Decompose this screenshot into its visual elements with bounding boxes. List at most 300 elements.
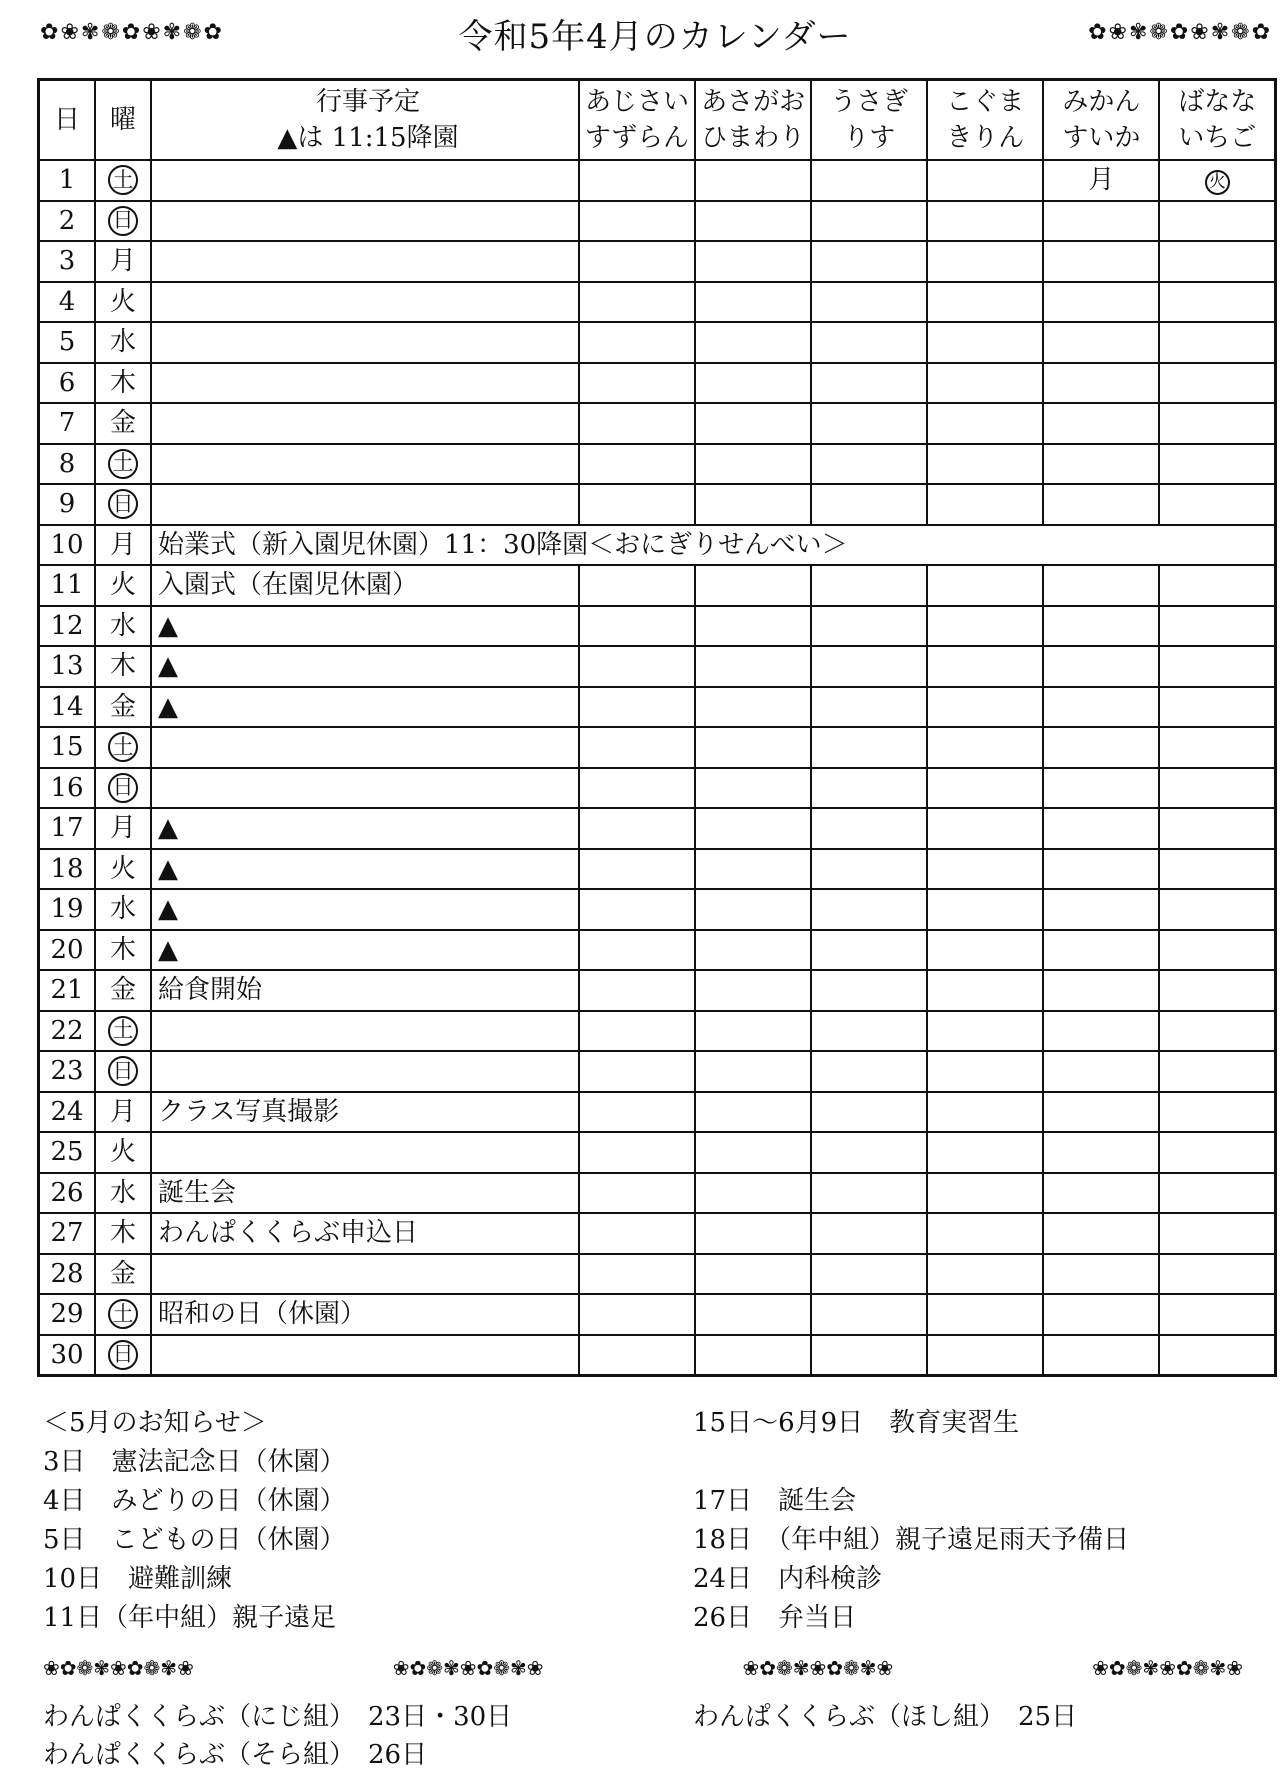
table-row	[39, 363, 1276, 404]
day-number: 5	[39, 322, 96, 363]
weekday-circled: 日	[108, 1340, 138, 1370]
class-cell	[1159, 565, 1275, 606]
class-cell	[811, 768, 927, 809]
flower-border-segment: ❀✿❁✾❀✿❁✾❀	[43, 1656, 194, 1680]
flower-icon: ✾	[1128, 20, 1148, 45]
flower-icon: ✿	[1088, 20, 1107, 45]
flower-icon: ✾	[1210, 20, 1230, 45]
class-cell	[927, 768, 1043, 809]
class-cell	[811, 241, 927, 282]
class-cell	[579, 849, 695, 890]
class-cell	[811, 1051, 927, 1092]
weekday	[95, 646, 151, 687]
class-cell	[695, 930, 811, 971]
weekday-label: 木	[109, 367, 136, 398]
day-number: 3	[39, 241, 96, 282]
header-events	[151, 80, 579, 161]
notice-item: 17日 誕生会	[693, 1486, 857, 1516]
table-row	[39, 606, 1276, 647]
notice-spacer	[693, 1443, 1273, 1482]
day-number: 2	[39, 201, 96, 242]
flower-icon: ✾	[80, 20, 100, 45]
event-cell	[151, 201, 579, 242]
weekday	[95, 160, 151, 201]
class-cell	[579, 363, 695, 404]
header-events-line1: 行事予定	[315, 86, 420, 117]
class-cell	[927, 363, 1043, 404]
table-row	[39, 646, 1276, 687]
day-number: 29	[39, 1294, 96, 1335]
weekday-label: 火	[109, 853, 136, 884]
day-number: 12	[39, 606, 96, 647]
class-cell	[1043, 1092, 1159, 1133]
page-title: 令和5年4月のカレンダー	[458, 16, 852, 57]
header-class-1: あじさい すずらん	[579, 80, 695, 161]
table-row	[39, 444, 1276, 485]
class-cell	[695, 1254, 811, 1295]
class-cell	[695, 363, 811, 404]
notices-left-column	[43, 1404, 683, 1638]
weekday-label: 金	[109, 408, 136, 439]
event-cell: 給食開始	[151, 970, 579, 1011]
class-cell	[1159, 160, 1275, 201]
class-cell	[1159, 1011, 1275, 1052]
class-cell	[579, 1213, 695, 1254]
class-cell	[811, 444, 927, 485]
weekday-label: 火	[109, 1137, 136, 1168]
event-cell	[151, 160, 579, 201]
notice-item: 10日 避難訓練	[43, 1564, 233, 1594]
class-cell	[579, 403, 695, 444]
class-cell	[927, 444, 1043, 485]
class-cell	[811, 1213, 927, 1254]
weekday	[95, 322, 151, 363]
table-row	[39, 1335, 1276, 1376]
weekday	[95, 241, 151, 282]
notice-item: 5日 こどもの日（休園）	[43, 1525, 346, 1555]
table-row	[39, 322, 1276, 363]
class-cell	[579, 322, 695, 363]
weekday	[95, 1213, 151, 1254]
table-row	[39, 1132, 1276, 1173]
class-cell	[695, 282, 811, 323]
table-row	[39, 687, 1276, 728]
day-number: 6	[39, 363, 96, 404]
class-cell	[1043, 1051, 1159, 1092]
class-cell	[695, 1213, 811, 1254]
weekday	[95, 930, 151, 971]
class-cell	[579, 282, 695, 323]
class-cell	[1043, 1213, 1159, 1254]
day-number: 28	[39, 1254, 96, 1295]
class-cell	[811, 201, 927, 242]
club-niji: わんぱくくらぶ（にじ組） 23日・30日	[43, 1702, 513, 1732]
club-hoshi: わんぱくくらぶ（ほし組） 25日	[693, 1702, 1078, 1732]
class-cell	[1159, 282, 1275, 323]
class-note: 火	[1205, 170, 1230, 195]
weekday-label: 火	[109, 570, 136, 601]
class-cell	[1159, 1213, 1275, 1254]
table-row	[39, 970, 1276, 1011]
class-cell	[1159, 1051, 1275, 1092]
class-cell	[927, 930, 1043, 971]
class-cell	[695, 444, 811, 485]
weekday-label: 木	[109, 651, 136, 682]
flower-icon: ❀	[60, 20, 79, 45]
class-cell	[1043, 282, 1159, 323]
class-cell	[1159, 1254, 1275, 1295]
event-cell: 入園式（在園児休園）	[151, 565, 579, 606]
class-cell	[1043, 768, 1159, 809]
notice-item: 3日 憲法記念日（休園）	[43, 1447, 346, 1477]
weekday	[95, 525, 151, 566]
title-bar	[40, 8, 1270, 58]
class-cell	[1043, 1335, 1159, 1376]
table-row	[39, 808, 1276, 849]
notice-item: 26日 弁当日	[693, 1603, 857, 1633]
class-cell	[927, 484, 1043, 525]
notices-right-column	[693, 1404, 1273, 1638]
class-cell	[811, 646, 927, 687]
weekday	[95, 687, 151, 728]
class-cell	[1159, 687, 1275, 728]
weekday	[95, 201, 151, 242]
class-cell	[695, 1092, 811, 1133]
class-cell	[1159, 1294, 1275, 1335]
class-cell	[927, 1213, 1043, 1254]
weekday	[95, 1132, 151, 1173]
class-cell	[927, 1011, 1043, 1052]
class-cell	[1159, 930, 1275, 971]
class-cell	[579, 1294, 695, 1335]
class-cell	[811, 1011, 927, 1052]
class-cell	[927, 606, 1043, 647]
weekday	[95, 1335, 151, 1376]
weekday	[95, 565, 151, 606]
weekday-circled: 日	[108, 773, 138, 803]
class-cell	[1043, 1254, 1159, 1295]
class-cell	[1159, 970, 1275, 1011]
class-cell	[579, 1335, 695, 1376]
flower-icon: ✿	[1169, 20, 1189, 45]
class-cell	[1043, 930, 1159, 971]
class-cell	[1159, 889, 1275, 930]
class-cell	[579, 1092, 695, 1133]
flower-icon: ✿	[40, 20, 59, 45]
class-cell	[1043, 1132, 1159, 1173]
class-cell	[927, 687, 1043, 728]
event-cell: 始業式（新入園児休園）11：30降園＜おにぎりせんべい＞	[151, 525, 1276, 566]
event-cell	[151, 363, 579, 404]
header-events-line2: ▲は 11:15降園	[277, 123, 459, 153]
right-flower-border	[1088, 22, 1270, 44]
day-number: 21	[39, 970, 96, 1011]
class-cell	[579, 1254, 695, 1295]
notices-heading: ＜5月のお知らせ＞	[43, 1408, 267, 1438]
class-cell	[927, 1051, 1043, 1092]
event-cell: ▲	[151, 606, 579, 647]
class-cell	[1159, 849, 1275, 890]
weekday-label: 金	[109, 1258, 136, 1289]
table-row	[39, 1011, 1276, 1052]
class-cell	[695, 403, 811, 444]
flower-icon: ❁	[1231, 20, 1250, 45]
class-cell	[927, 1092, 1043, 1133]
day-number: 22	[39, 1011, 96, 1052]
event-cell	[151, 282, 579, 323]
table-row	[39, 768, 1276, 809]
class-cell	[811, 282, 927, 323]
class-cell	[1043, 606, 1159, 647]
weekday	[95, 1011, 151, 1052]
class-cell	[811, 727, 927, 768]
flower-icon: ❁	[101, 20, 120, 45]
class-cell	[579, 606, 695, 647]
event-cell	[151, 768, 579, 809]
event-cell	[151, 1011, 579, 1052]
day-number: 7	[39, 403, 96, 444]
class-cell	[1159, 727, 1275, 768]
event-cell: ▲	[151, 646, 579, 687]
weekday	[95, 889, 151, 930]
event-cell: クラス写真撮影	[151, 1092, 579, 1133]
class-cell	[1159, 241, 1275, 282]
class-cell	[1043, 808, 1159, 849]
header-class-3: うさぎ りす	[811, 80, 927, 161]
flower-icon: ❀	[142, 20, 161, 45]
event-cell: ▲	[151, 930, 579, 971]
weekday	[95, 970, 151, 1011]
weekday-circled: 日	[108, 489, 138, 519]
flower-icon: ✾	[162, 20, 182, 45]
class-cell	[1043, 160, 1159, 201]
class-cell	[695, 687, 811, 728]
day-number: 8	[39, 444, 96, 485]
class-cell	[579, 970, 695, 1011]
flower-border-segment: ❀✿❁✾❀✿❁✾❀	[742, 1656, 894, 1680]
class-cell	[695, 606, 811, 647]
weekday	[95, 444, 151, 485]
event-cell	[151, 444, 579, 485]
class-cell	[579, 768, 695, 809]
day-number: 11	[39, 565, 96, 606]
weekday-label: 水	[109, 327, 136, 358]
event-cell	[151, 1335, 579, 1376]
club-schedule	[43, 1698, 1273, 1774]
weekday-label: 月	[109, 529, 136, 560]
table-row	[39, 282, 1276, 323]
header-class-4: こぐま きりん	[927, 80, 1043, 161]
event-cell	[151, 322, 579, 363]
class-cell	[927, 241, 1043, 282]
class-cell	[927, 403, 1043, 444]
class-cell	[927, 1132, 1043, 1173]
class-cell	[1159, 484, 1275, 525]
class-cell	[927, 565, 1043, 606]
day-number: 30	[39, 1335, 96, 1376]
table-row	[39, 849, 1276, 890]
class-cell	[927, 727, 1043, 768]
class-cell	[1159, 403, 1275, 444]
event-cell	[151, 403, 579, 444]
class-cell	[811, 403, 927, 444]
class-cell	[579, 241, 695, 282]
day-number: 25	[39, 1132, 96, 1173]
weekday	[95, 403, 151, 444]
class-cell	[1159, 646, 1275, 687]
weekday-circled: 日	[108, 206, 138, 236]
event-cell	[151, 484, 579, 525]
class-cell	[1159, 322, 1275, 363]
day-number: 9	[39, 484, 96, 525]
weekday	[95, 727, 151, 768]
class-cell	[1159, 1335, 1275, 1376]
class-cell	[811, 565, 927, 606]
class-cell	[811, 1173, 927, 1214]
class-note: 月	[1088, 165, 1115, 196]
day-number: 24	[39, 1092, 96, 1133]
class-cell	[695, 1051, 811, 1092]
event-cell	[151, 1254, 579, 1295]
header-class-5: みかん すいか	[1043, 80, 1159, 161]
weekday-label: 月	[109, 246, 136, 277]
weekday-circled: 土	[108, 1016, 138, 1046]
class-cell	[811, 1092, 927, 1133]
notice-item: 11日（年中組）親子遠足	[43, 1603, 337, 1633]
day-number: 20	[39, 930, 96, 971]
class-cell	[811, 1294, 927, 1335]
class-cell	[811, 930, 927, 971]
table-row	[39, 1051, 1276, 1092]
class-cell	[1043, 1011, 1159, 1052]
day-number: 17	[39, 808, 96, 849]
day-number: 10	[39, 525, 96, 566]
table-row	[39, 727, 1276, 768]
table-row	[39, 201, 1276, 242]
class-cell	[579, 565, 695, 606]
notice-item: 18日 （年中組）親子遠足雨天予備日	[693, 1525, 1130, 1555]
event-cell	[151, 241, 579, 282]
may-notices	[43, 1404, 1273, 1634]
class-cell	[1159, 606, 1275, 647]
class-cell	[1043, 201, 1159, 242]
event-cell	[151, 1132, 579, 1173]
left-flower-border	[40, 22, 222, 44]
class-cell	[927, 201, 1043, 242]
class-cell	[1043, 1173, 1159, 1214]
weekday-circled: 土	[108, 1299, 138, 1329]
class-cell	[695, 1132, 811, 1173]
table-row	[39, 1173, 1276, 1214]
day-number: 16	[39, 768, 96, 809]
event-cell: ▲	[151, 808, 579, 849]
class-cell	[695, 1173, 811, 1214]
class-cell	[927, 1335, 1043, 1376]
class-cell	[1043, 484, 1159, 525]
class-cell	[579, 687, 695, 728]
event-cell	[151, 727, 579, 768]
weekday-circled: 土	[108, 732, 138, 762]
weekday	[95, 808, 151, 849]
weekday-label: 月	[109, 813, 136, 844]
class-cell	[579, 930, 695, 971]
weekday-circled: 日	[108, 1056, 138, 1086]
class-cell	[811, 363, 927, 404]
class-cell	[1043, 646, 1159, 687]
day-number: 23	[39, 1051, 96, 1092]
class-cell	[927, 282, 1043, 323]
table-row	[39, 1254, 1276, 1295]
class-cell	[695, 201, 811, 242]
class-cell	[579, 808, 695, 849]
flower-icon: ❀	[1108, 20, 1127, 45]
table-row	[39, 930, 1276, 971]
flower-border-segment: ❀✿❁✾❀✿❁✾❀	[392, 1656, 544, 1680]
header-dow: 曜	[95, 80, 151, 161]
class-cell	[1043, 727, 1159, 768]
table-row	[39, 525, 1276, 566]
weekday	[95, 1173, 151, 1214]
weekday	[95, 484, 151, 525]
event-cell: 昭和の日（休園）	[151, 1294, 579, 1335]
class-cell	[695, 889, 811, 930]
class-cell	[811, 808, 927, 849]
calendar-table	[37, 78, 1277, 1377]
flower-icon: ✿	[1251, 20, 1270, 45]
class-cell	[811, 1132, 927, 1173]
table-row	[39, 160, 1276, 201]
weekday-circled: 土	[108, 449, 138, 479]
weekday	[95, 282, 151, 323]
class-cell	[1159, 444, 1275, 485]
header-row	[39, 80, 1276, 161]
class-cell	[695, 1294, 811, 1335]
class-cell	[695, 484, 811, 525]
flower-icon: ❀	[1190, 20, 1209, 45]
event-cell: ▲	[151, 687, 579, 728]
day-number: 27	[39, 1213, 96, 1254]
class-cell	[1159, 1132, 1275, 1173]
class-cell	[1043, 565, 1159, 606]
table-row	[39, 1092, 1276, 1133]
day-number: 1	[39, 160, 96, 201]
class-cell	[1159, 1173, 1275, 1214]
class-cell	[811, 606, 927, 647]
table-row	[39, 889, 1276, 930]
table-row	[39, 1294, 1276, 1335]
flower-border-segment: ❀✿❁✾❀✿❁✾❀	[1092, 1656, 1243, 1680]
class-cell	[695, 970, 811, 1011]
class-cell	[695, 768, 811, 809]
weekday	[95, 768, 151, 809]
class-cell	[811, 1335, 927, 1376]
day-number: 26	[39, 1173, 96, 1214]
class-cell	[695, 241, 811, 282]
event-cell: ▲	[151, 889, 579, 930]
weekday-label: 火	[109, 286, 136, 317]
class-cell	[811, 160, 927, 201]
class-cell	[811, 1254, 927, 1295]
class-cell	[579, 201, 695, 242]
class-cell	[695, 1335, 811, 1376]
header-day: 日	[39, 80, 96, 161]
class-cell	[1043, 322, 1159, 363]
event-cell: 誕生会	[151, 1173, 579, 1214]
class-cell	[1159, 363, 1275, 404]
flower-icon: ✿	[121, 20, 141, 45]
class-cell	[1159, 768, 1275, 809]
notice-item: 24日 内科検診	[693, 1564, 883, 1594]
